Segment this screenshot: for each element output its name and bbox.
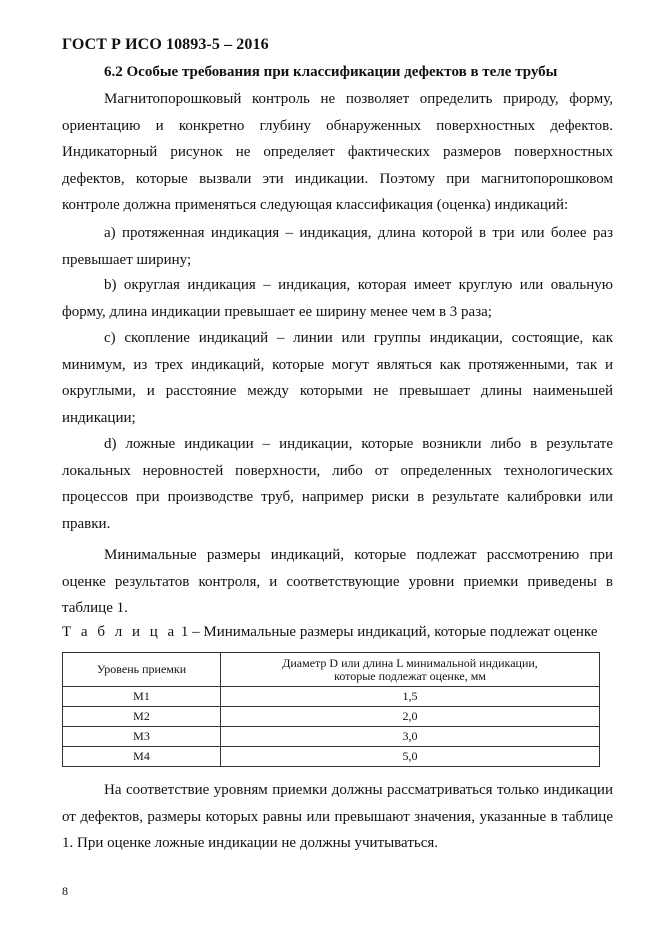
- cell-size: 5,0: [221, 747, 600, 767]
- list-item-c: c) скопление индикаций – линии или группы индикации, состоящие, как минимум, из трех индикаций, которые могут являться как протяженными, так и округлыми, и расстояние между которыми не превышает длины наименьшей индикации;: [62, 330, 613, 426]
- cell-level: M3: [63, 727, 221, 747]
- table-caption-label: Т а б л и ц а: [62, 624, 178, 640]
- cell-size: 3,0: [221, 727, 600, 747]
- closing-paragraph: На соответствие уровням приемки должны рассматриваться только индикации от дефектов, размеры которых равны или превышают значения, указанные в таблице 1. При оценке ложные индикации не должны учитываться.: [62, 782, 613, 851]
- list-item-b: b) округлая индикация – индикация, которая имеет круглую или овальную форму, длина индикации превышает ее ширину менее чем в 3 раза;: [62, 277, 613, 320]
- section-title: 6.2 Особые требования при классификации дефектов в теле трубы: [104, 64, 558, 80]
- list-item-d: d) ложные индикации – индикации, которые возникли либо в результате локальных неровностей поверхности, либо от определенных технологических процессов при производстве труб, например риски в результате калибровки или правки.: [62, 436, 613, 532]
- acceptance-levels-table: [62, 652, 600, 767]
- cell-level: M2: [63, 707, 221, 727]
- column-header-level: Уровень приемки: [63, 653, 221, 687]
- cell-level: M4: [63, 747, 221, 767]
- table-caption-text: – Минимальные размеры индикаций, которые подлежат оценке: [188, 624, 598, 640]
- table-row: [63, 747, 600, 767]
- min-sizes-paragraph: Минимальные размеры индикаций, которые подлежат рассмотрению при оценке результатов контроля, и соответствующие уровни приемки приведены в таблице 1.: [62, 547, 613, 616]
- cell-size: 1,5: [221, 687, 600, 707]
- table-row: [63, 727, 600, 747]
- table-row: [63, 687, 600, 707]
- column-header-size: [221, 653, 600, 687]
- table-row: [63, 707, 600, 727]
- list-item-a: a) протяженная индикация – индикация, длина которой в три или более раз превышает ширину;: [62, 225, 613, 268]
- intro-paragraph: Магнитопорошковый контроль не позволяет определить природу, форму, ориентацию и конкретно глубину обнаруженных поверхностных дефектов. Индикаторный рисунок не определяет фактических размеров поверхностных дефектов, которые вызвали эти индикации. Поэтому при магнитопорошковом контроле должна применяться следующая классификация (оценка) индикаций:: [62, 91, 613, 213]
- cell-level: M1: [63, 687, 221, 707]
- document-header: ГОСТ Р ИСО 10893-5 – 2016: [62, 36, 269, 53]
- table-caption: [62, 624, 597, 641]
- page-number: 8: [62, 884, 68, 898]
- column-header-size-line2: которые подлежат оценке, мм: [334, 668, 486, 683]
- column-header-size-line1: Диаметр D или длина L минимальной индикации,: [282, 655, 538, 670]
- table-header-row: [63, 653, 600, 687]
- cell-size: 2,0: [221, 707, 600, 727]
- table-caption-number: 1: [180, 624, 189, 640]
